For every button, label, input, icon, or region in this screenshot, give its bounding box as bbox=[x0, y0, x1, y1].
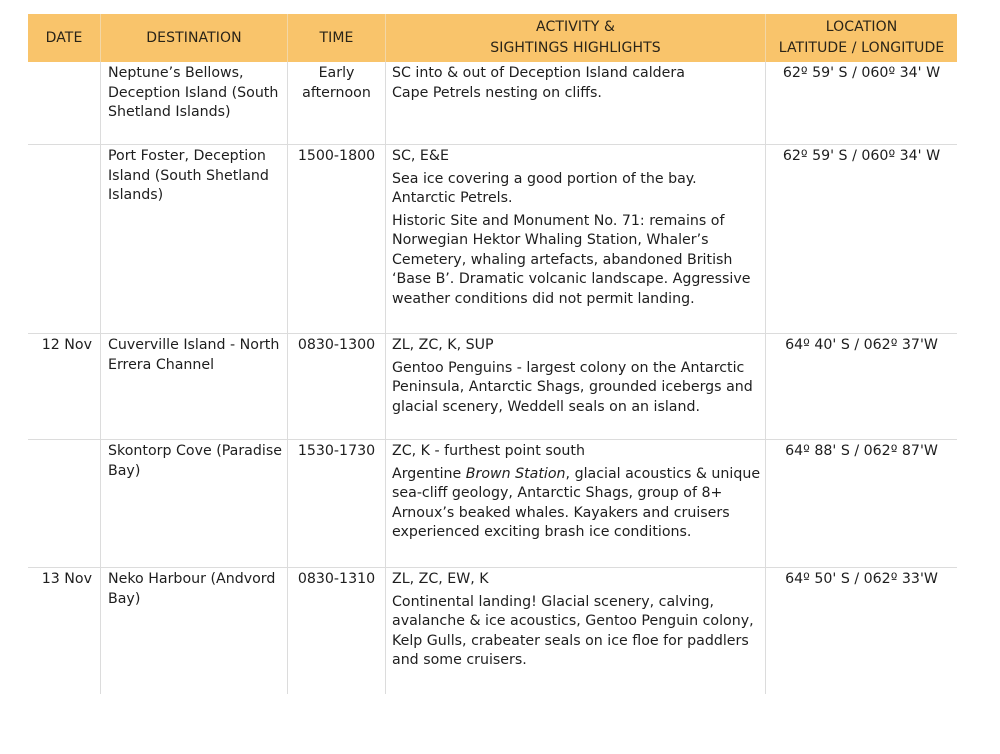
activity-codes: ZL, ZC, EW, K bbox=[392, 571, 489, 587]
cell-time bbox=[287, 62, 385, 144]
cell-destination: Port Foster, Deception Island (South Shetland Islands) bbox=[100, 145, 287, 333]
header-location bbox=[765, 14, 957, 62]
table-row bbox=[28, 568, 957, 694]
activity-codes: SC, E&E bbox=[392, 148, 449, 164]
activity-text: Cape Petrels nesting on cliffs. bbox=[392, 84, 602, 101]
cell-location: 62º 59' S / 060º 34' W bbox=[765, 145, 957, 333]
itinerary-table bbox=[28, 14, 957, 694]
cell-location: 64º 88' S / 062º 87'W bbox=[765, 440, 957, 567]
cell-activity bbox=[385, 440, 765, 567]
cell-activity bbox=[385, 62, 765, 144]
table-row bbox=[28, 145, 957, 334]
activity-text-2: Historic Site and Monument No. 71: remains of Norwegian Hektor Whaling Station, Whaler’s Cemetery, whaling artefacts, abandoned British ‘Base B’. Dramatic volcanic landscape. Aggressive weather conditions did not permit landing. bbox=[392, 212, 751, 307]
cell-time-line1: Early bbox=[318, 65, 355, 81]
cell-date: 13 Nov bbox=[41, 571, 92, 587]
cell-date bbox=[28, 145, 100, 333]
activity-codes: ZL, ZC, K, SUP bbox=[392, 337, 494, 353]
cell-destination: Neptune’s Bellows, Deception Island (South Shetland Islands) bbox=[100, 62, 287, 144]
cell-time: 0830-1310 bbox=[287, 568, 385, 694]
cell-activity bbox=[385, 145, 765, 333]
table-row bbox=[28, 62, 957, 145]
header-activity bbox=[385, 14, 765, 62]
header-time-label: TIME bbox=[319, 29, 354, 46]
activity-text-pre: Argentine bbox=[392, 465, 466, 482]
cell-date bbox=[28, 440, 100, 567]
activity-text bbox=[392, 465, 761, 543]
cell-time-line2: afternoon bbox=[302, 84, 371, 101]
header-location-line2: LATITUDE / LONGITUDE bbox=[778, 40, 945, 56]
cell-time: 1500-1800 bbox=[287, 145, 385, 333]
activity-text: Continental landing! Glacial scenery, calving, avalanche & ice acoustics, Gentoo Penguin colony, Kelp Gulls, crabeater seals on ice floe for paddlers and some cruisers. bbox=[392, 593, 754, 668]
activity-text-post: , glacial acoustics & unique sea-cliff geology, Antarctic Shags, group of 8+ Arnoux’s beaked whales. Kayakers and cruisers experienced exciting brash ice conditions. bbox=[392, 465, 761, 540]
activity-text: Gentoo Penguins - largest colony on the Antarctic Peninsula, Antarctic Shags, grounded icebergs and glacial scenery, Weddell seals on an island. bbox=[392, 359, 753, 415]
header-destination bbox=[100, 14, 287, 62]
table-header bbox=[28, 14, 957, 62]
cell-destination: Neko Harbour (Andvord Bay) bbox=[100, 568, 287, 694]
activity-text: Sea ice covering a good portion of the bay. Antarctic Petrels. bbox=[392, 170, 697, 206]
activity-codes: ZC, K - furthest point south bbox=[392, 443, 585, 459]
cell-destination: Cuverville Island - North Errera Channel bbox=[100, 334, 287, 439]
cell-location: 64º 40' S / 062º 37'W bbox=[765, 334, 957, 439]
header-date-label: DATE bbox=[45, 29, 83, 46]
cell-time: 0830-1300 bbox=[287, 334, 385, 439]
activity-codes: SC into & out of Deception Island caldera bbox=[392, 65, 685, 81]
cell-location: 64º 50' S / 062º 33'W bbox=[765, 568, 957, 694]
table-row bbox=[28, 440, 957, 568]
header-destination-label: DESTINATION bbox=[146, 29, 242, 46]
header-location-line1: LOCATION bbox=[825, 19, 898, 35]
cell-destination: Skontorp Cove (Paradise Bay) bbox=[100, 440, 287, 567]
table-row bbox=[28, 334, 957, 440]
activity-text-italic: Brown Station bbox=[465, 465, 566, 482]
cell-location: 62º 59' S / 060º 34' W bbox=[765, 62, 957, 144]
header-time bbox=[287, 14, 385, 62]
cell-activity bbox=[385, 334, 765, 439]
cell-date bbox=[28, 62, 100, 144]
cell-activity bbox=[385, 568, 765, 694]
header-activity-line2: SIGHTINGS HIGHLIGHTS bbox=[490, 40, 661, 56]
header-activity-line1: ACTIVITY & bbox=[536, 19, 615, 35]
cell-date: 12 Nov bbox=[41, 337, 92, 353]
cell-time: 1530-1730 bbox=[287, 440, 385, 567]
header-date bbox=[28, 14, 100, 62]
